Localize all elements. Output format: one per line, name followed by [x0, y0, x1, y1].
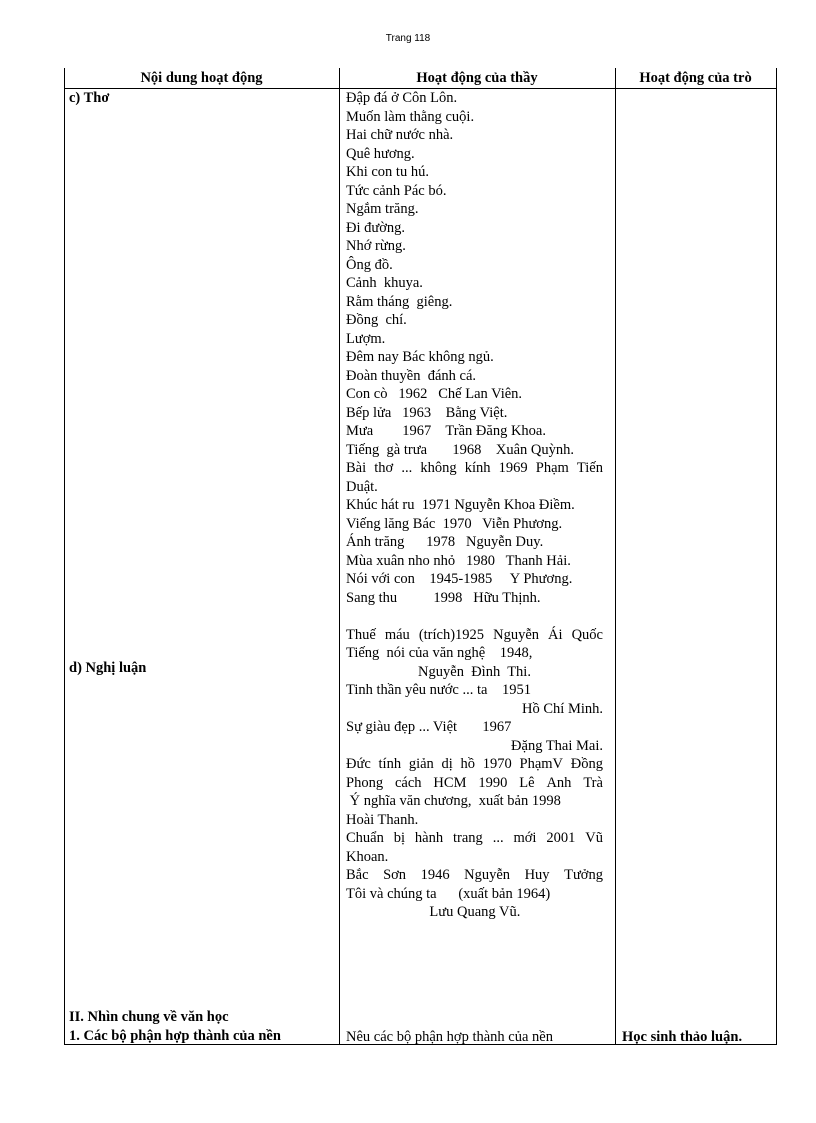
list-item: Mưa 1967 Trần Đăng Khoa. — [346, 423, 546, 439]
list-item: Đồng chí. — [346, 312, 407, 328]
teacher-activity-list — [346, 89, 603, 922]
list-item: Tiếng nói của văn nghệ 1948, — [346, 645, 533, 661]
list-item: Tôi và chúng ta (xuất bản 1964) — [346, 885, 551, 902]
list-item: Khúc hát ru 1971 Nguyễn Khoa Điềm. — [346, 497, 575, 513]
column-divider-1 — [339, 68, 340, 1045]
list-item: Cảnh khuya. — [346, 275, 423, 291]
list-item: Rằm tháng giêng. — [346, 293, 453, 310]
list-item: Khoan. — [346, 848, 389, 865]
student-activity-bottom: Học sinh thảo luận. — [622, 1029, 743, 1045]
list-item: Ánh trăng 1978 Nguyễn Duy. — [346, 534, 544, 550]
teacher-activity-bottom: Nêu các bộ phận hợp thành của nền — [346, 1029, 553, 1045]
list-item: Viếng lăng Bác 1970 Viễn Phương. — [346, 515, 563, 532]
list-item: Đêm nay Bác không ngủ. — [346, 349, 494, 365]
section-nhin-chung: II. Nhìn chung về văn học — [69, 1009, 229, 1025]
list-item: Đức tính giản dị hồ 1970 PhạmV Đồng — [346, 756, 603, 772]
list-item: Lưu Quang Vũ. — [346, 904, 521, 920]
list-item: Sự giàu đẹp ... Việt 1967 — [346, 719, 512, 735]
list-item: Muốn làm thằng cuội. — [346, 108, 475, 125]
list-item: Tiếng gà trưa 1968 Xuân Quỳnh. — [346, 441, 575, 458]
list-item: Hoài Thanh. — [346, 811, 419, 828]
header-hoat-dong-thay: Hoạt động của thầy — [416, 70, 538, 86]
list-item: Con cò 1962 Chế Lan Viên. — [346, 386, 523, 402]
list-item: Tinh thần yêu nước ... ta 1951 — [346, 682, 531, 698]
header-noi-dung: Nội dung hoạt động — [140, 70, 263, 86]
section-nghi-luan: d) Nghị luận — [69, 660, 147, 676]
list-item: Đập đá ở Côn Lôn. — [346, 90, 458, 106]
list-item: Tức cảnh Pác bó. — [346, 182, 447, 199]
list-item: Bắc Sơn 1946 Nguyễn Huy Tưởng — [346, 867, 603, 883]
list-item: Nguyễn Đình Thi. — [418, 663, 531, 680]
list-item: Hai chữ nước nhà. — [346, 127, 454, 143]
list-item: Khi con tu hú. — [346, 164, 429, 180]
list-item: Bài thơ ... không kính 1969 Phạm Tiến — [346, 460, 603, 476]
list-item: Duật. — [346, 478, 378, 495]
list-item: Nhớ rừng. — [346, 238, 406, 254]
table-border-right — [776, 68, 777, 1045]
list-item: Phong cách HCM 1990 Lê Anh Trà — [346, 774, 603, 791]
list-item: Chuẩn bị hành trang ... mới 2001 Vũ — [346, 830, 603, 846]
list-item: Ngắm trăng. — [346, 201, 419, 217]
list-item — [346, 607, 603, 626]
list-item: Đặng Thai Mai. — [511, 737, 603, 754]
list-item: Ý nghĩa văn chương, xuất bản 1998 — [346, 793, 561, 809]
list-item: Bếp lửa 1963 Bằng Việt. — [346, 404, 508, 421]
header-hoat-dong-tro: Hoạt động của trò — [639, 70, 752, 86]
page-number: Trang 118 — [385, 33, 431, 44]
list-item: Mùa xuân nho nhỏ 1980 Thanh Hải. — [346, 552, 571, 569]
list-item: Sang thu 1998 Hữu Thịnh. — [346, 589, 541, 606]
list-item: Nói với con 1945-1985 Y Phương. — [346, 571, 573, 587]
list-item: Quê hương. — [346, 145, 415, 162]
table-border-left — [64, 68, 65, 1045]
list-item: Ông đồ. — [346, 256, 393, 273]
list-item: Thuế máu (trích)1925 Nguyễn Ái Quốc — [346, 626, 603, 643]
list-item: Lượm. — [346, 330, 386, 347]
list-item: Hồ Chí Minh. — [522, 700, 603, 717]
list-item: Đi đường. — [346, 219, 406, 236]
list-item: Đoàn thuyền đánh cá. — [346, 367, 477, 384]
activity-table — [64, 68, 777, 1045]
section-tho: c) Thơ — [69, 90, 110, 106]
column-divider-2 — [615, 68, 616, 1045]
section-bo-phan: 1. Các bộ phận hợp thành của nền — [69, 1028, 281, 1044]
